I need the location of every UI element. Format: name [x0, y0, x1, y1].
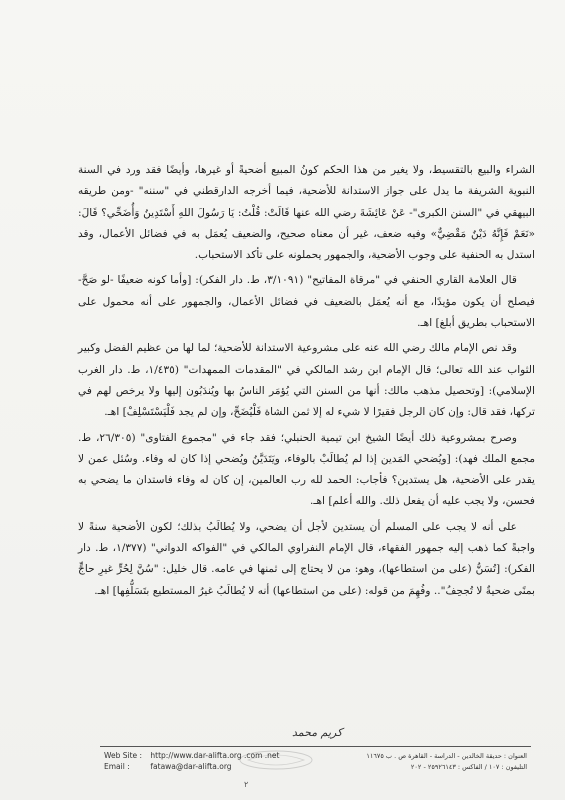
- email-row: [104, 761, 280, 772]
- footer-address: [352, 751, 527, 773]
- website-label: Web Site :: [104, 751, 143, 760]
- paragraph: قال العلامة القاري الحنفي في "مرقاة المفاتيح" (٣/١٠٩١، ط. دار الفكر): [وأما كونه ضعيفًا -لو صَحَّ- فيصلح أن يكون مؤيدًا، مع أنه يُعمَل بالضعيف في فضائل الأعمال، والجمهور على أنه محمول على الاستحباب بطريق أبلغ] اهـ.: [78, 274, 535, 330]
- phone-line: التليفون : ١٠٧ / الفاكس : ٢٥٩٢٦١٤٣ - ٢٠٢: [410, 763, 527, 771]
- page-number: ٢: [244, 780, 249, 789]
- address-line: العنوان : حديقة الخالدين - الدراسة - القاهرة ص . ب ١١٦٧٥: [366, 752, 527, 760]
- footer-divider: [100, 746, 531, 747]
- paragraph: على أنه لا يجب على المسلم أن يستدين لأجل أن يضحي، ولا يُطالَبُ بذلك؛ لكون الأضحية سنةً لا واجبةً كما ذهب إليه جمهور الفقهاء، قال الإمام النفراوي المالكي في "الفواكه الدواني" (١/٣٧٧، ط. دار الفكر): [تُسَنُّ (على من استطاعها)، وهو: من لا يحتاج إلى ثمنها في عامه. قال خليل: "سُنَّ لِحُرٍّ غيرِ حاجٍّ بمنًى ضحيةٌ لا تُجحِفُ".. وفُهِمَ من قوله: (على من استطاعها) أنه لا يُطالَبُ غيرُ المستطيع بتَسَلُّفِها] اهـ.: [78, 520, 535, 597]
- paragraph: الشراء والبيع بالتقسيط، ولا يغير من هذا الحكم كونُ المبيع أضحيةً أو غيرها، وأيضًا فقد ورد في السنة النبوية الشريفة ما يدل على جواز الاستدانة للأضحية، فيما أخرجه الدارقطني في "سننه" -ومن طريقه البيهقي في "السنن الكبرى"- عَنْ عَائِشَةَ رضي الله عنها قَالَتْ: قُلْتُ: يَا رَسُولَ اللهِ أَسْتَدِينُ وَأُضَحِّي؟ قَالَ: «نَعَمْ فَإِنَّهُ دَيْنٌ مَقْضِيٌّ» وفيه ضعف، غير أن معناه صحيح، والضعيف يُعمَل به في فضائل الأعمال، وقد استدل به الحنفية على وجوب الأضحية، والجمهور يحملونه على تأكد الاستحباب.: [78, 164, 535, 262]
- page-footer: [0, 718, 565, 800]
- signature: كريم محمد: [292, 726, 343, 739]
- paragraph: وصرح بمشروعية ذلك أيضًا الشيخ ابن تيمية الحنبلي؛ فقد جاء في "مجموع الفتاوى" (٢٦/٣٠٥، ط. مجمع الملك فهد): [ويُضحي المَدين إذا لم يُطالَبْ بالوفاء، ويَتَدَيَّنُ ويُضحي إذا كان له وفاء. وسُئل عمن لا يقدر على الأضحية، هل يستدين؟ فأجاب: الحمد لله رب العالمين، إن كان له وفاء فاستدان ما يضحي به فحسن، ولا يجب عليه أن يفعل ذلك. والله أعلم] اهـ.: [78, 431, 535, 508]
- email-link[interactable]: fatawa@dar-alifta.org: [150, 762, 232, 771]
- website-row: [104, 750, 280, 761]
- email-label: Email :: [104, 762, 130, 771]
- footer-contacts: [104, 750, 280, 772]
- paragraph: وقد نص الإمام مالك رضي الله عنه على مشروعية الاستدانة للأضحية؛ لما لها من عظيم الفضل وكبير الثواب عند الله تعالى؛ قال الإمام ابن رشد المالكي في "المقدمات الممهدات" (١/٤٣٥، ط. دار الغرب الإسلامي): [وتحصيل مذهب مالك: أنها من السنن التي يُؤمَر الناسُ بها ويُندَبُون إليها ولا يرخص لهم في تركها، فقد قال: وإن كان الرجل فقيرًا لا شيء له إلا ثمن الشاة فَلْيُضَحِّ، وإن لم يجد فَلْيَسْتَسْلِفْ] اهـ.: [78, 342, 535, 419]
- website-link[interactable]: http://www.dar-alifta.org .com .net: [150, 751, 280, 760]
- document-body: [78, 160, 535, 606]
